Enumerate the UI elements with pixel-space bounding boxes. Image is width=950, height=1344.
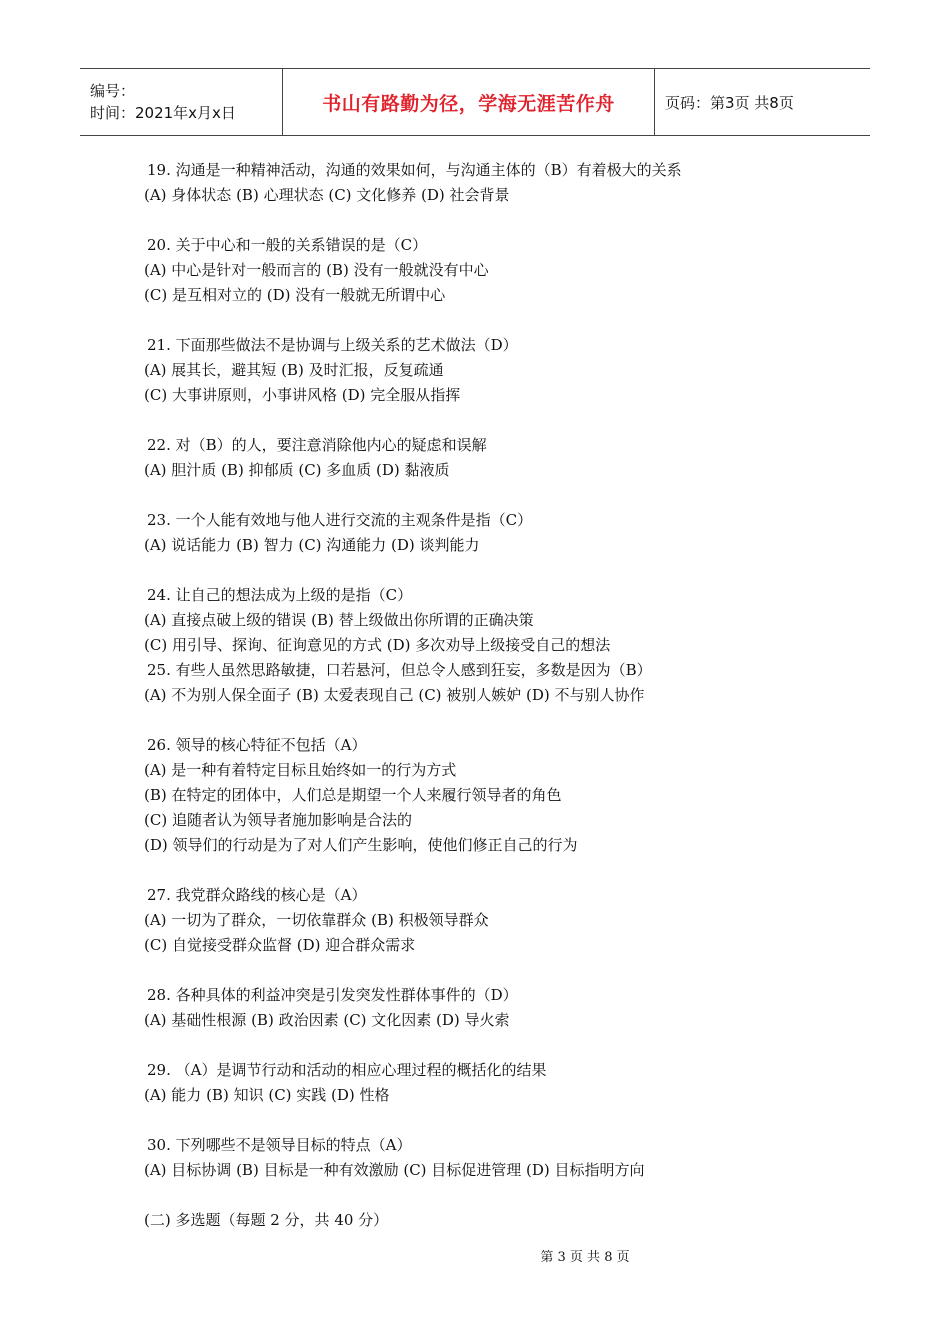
- header-page-cell: [655, 69, 870, 135]
- question-stem: 24. 让自己的想法成为上级的是指（C）: [147, 586, 413, 604]
- header-motto-cell: [283, 69, 655, 135]
- question-stem: 30. 下列哪些不是领导目标的特点（A）: [147, 1136, 412, 1154]
- question-options: (C) 是互相对立的 (D) 没有一般就无所谓中心: [144, 286, 446, 304]
- question-options: (A) 直接点破上级的错误 (B) 替上级做出你所谓的正确决策: [144, 611, 534, 629]
- question-stem: 21. 下面那些做法不是协调与上级关系的艺术做法（D）: [147, 336, 518, 354]
- question-options: (D) 领导们的行动是为了对人们产生影响，使他们修正自己的行为: [144, 836, 578, 854]
- question-options: (A) 身体状态 (B) 心理状态 (C) 文化修养 (D) 社会背景: [144, 186, 510, 204]
- question-options: (C) 大事讲原则，小事讲风格 (D) 完全服从指挥: [144, 386, 461, 404]
- question-options: (A) 基础性根源 (B) 政治因素 (C) 文化因素 (D) 导火索: [144, 1011, 510, 1029]
- page-footer: 第 3 页 共 8 页: [540, 1250, 630, 1265]
- code-label: 编号：: [90, 82, 136, 100]
- question-stem: 27. 我党群众路线的核心是（A）: [147, 886, 367, 904]
- question-stem: 19. 沟通是一种精神活动，沟通的效果如何，与沟通主体的（B）有着极大的关系: [147, 161, 682, 179]
- question-stem: 22. 对（B）的人，要注意消除他内心的疑虑和误解: [147, 436, 487, 454]
- question-options: (A) 目标协调 (B) 目标是一种有效激励 (C) 目标促进管理 (D) 目标指明方向: [144, 1161, 645, 1179]
- question-options: (A) 展其长，避其短 (B) 及时汇报，反复疏通: [144, 361, 444, 379]
- question-item: [144, 433, 844, 483]
- question-stem: 26. 领导的核心特征不包括（A）: [147, 736, 367, 754]
- question-item: [144, 1058, 844, 1108]
- date-label: 时间：2021年x月x日: [90, 104, 236, 122]
- question-stem: 25. 有些人虽然思路敏捷，口若悬河，但总令人感到狂妄，多数是因为（B）: [147, 661, 652, 679]
- question-options: (C) 用引导、探询、征询意见的方式 (D) 多次劝导上级接受自己的想法: [144, 636, 611, 654]
- question-options: (C) 自觉接受群众监督 (D) 迎合群众需求: [144, 936, 416, 954]
- question-item: [144, 733, 844, 858]
- question-options: (B) 在特定的团体中，人们总是期望一个人来履行领导者的角色: [144, 786, 562, 804]
- question-options: (A) 不为别人保全面子 (B) 太爱表现自己 (C) 被别人嫉妒 (D) 不与别人协作: [144, 686, 645, 704]
- question-options: (A) 能力 (B) 知识 (C) 实践 (D) 性格: [144, 1086, 390, 1104]
- header-left-cell: [80, 69, 283, 135]
- question-item: [144, 158, 844, 208]
- question-item: [144, 508, 844, 558]
- question-options: (A) 一切为了群众，一切依靠群众 (B) 积极领导群众: [144, 911, 489, 929]
- question-item: [144, 1133, 844, 1183]
- question-options: (C) 追随者认为领导者施加影响是合法的: [144, 811, 412, 829]
- question-item: [144, 583, 844, 658]
- question-stem: 28. 各种具体的利益冲突是引发突发性群体事件的（D）: [147, 986, 518, 1004]
- page-label: 页码：第3页 共8页: [665, 93, 794, 112]
- question-item: [144, 233, 844, 308]
- question-options: (A) 是一种有着特定目标且始终如一的行为方式: [144, 761, 457, 779]
- question-options: (A) 说话能力 (B) 智力 (C) 沟通能力 (D) 谈判能力: [144, 536, 480, 554]
- question-options: (A) 胆汁质 (B) 抑郁质 (C) 多血质 (D) 黏液质: [144, 461, 450, 479]
- question-item: [144, 333, 844, 408]
- motto-text: 书山有路勤为径，学海无涯苦作舟: [322, 92, 615, 115]
- question-item: [144, 658, 844, 708]
- document-header: [80, 68, 870, 136]
- question-item: [144, 983, 844, 1033]
- question-stem: 23. 一个人能有效地与他人进行交流的主观条件是指（C）: [147, 511, 533, 529]
- question-item: [144, 883, 844, 958]
- question-stem: 20. 关于中心和一般的关系错误的是（C）: [147, 236, 428, 254]
- question-stem: 29. （A）是调节行动和活动的相应心理过程的概括化的结果: [147, 1061, 547, 1079]
- section-title: (二) 多选题（每题 2 分，共 40 分）: [144, 1211, 389, 1229]
- question-list: [144, 158, 844, 1233]
- question-options: (A) 中心是针对一般而言的 (B) 没有一般就没有中心: [144, 261, 489, 279]
